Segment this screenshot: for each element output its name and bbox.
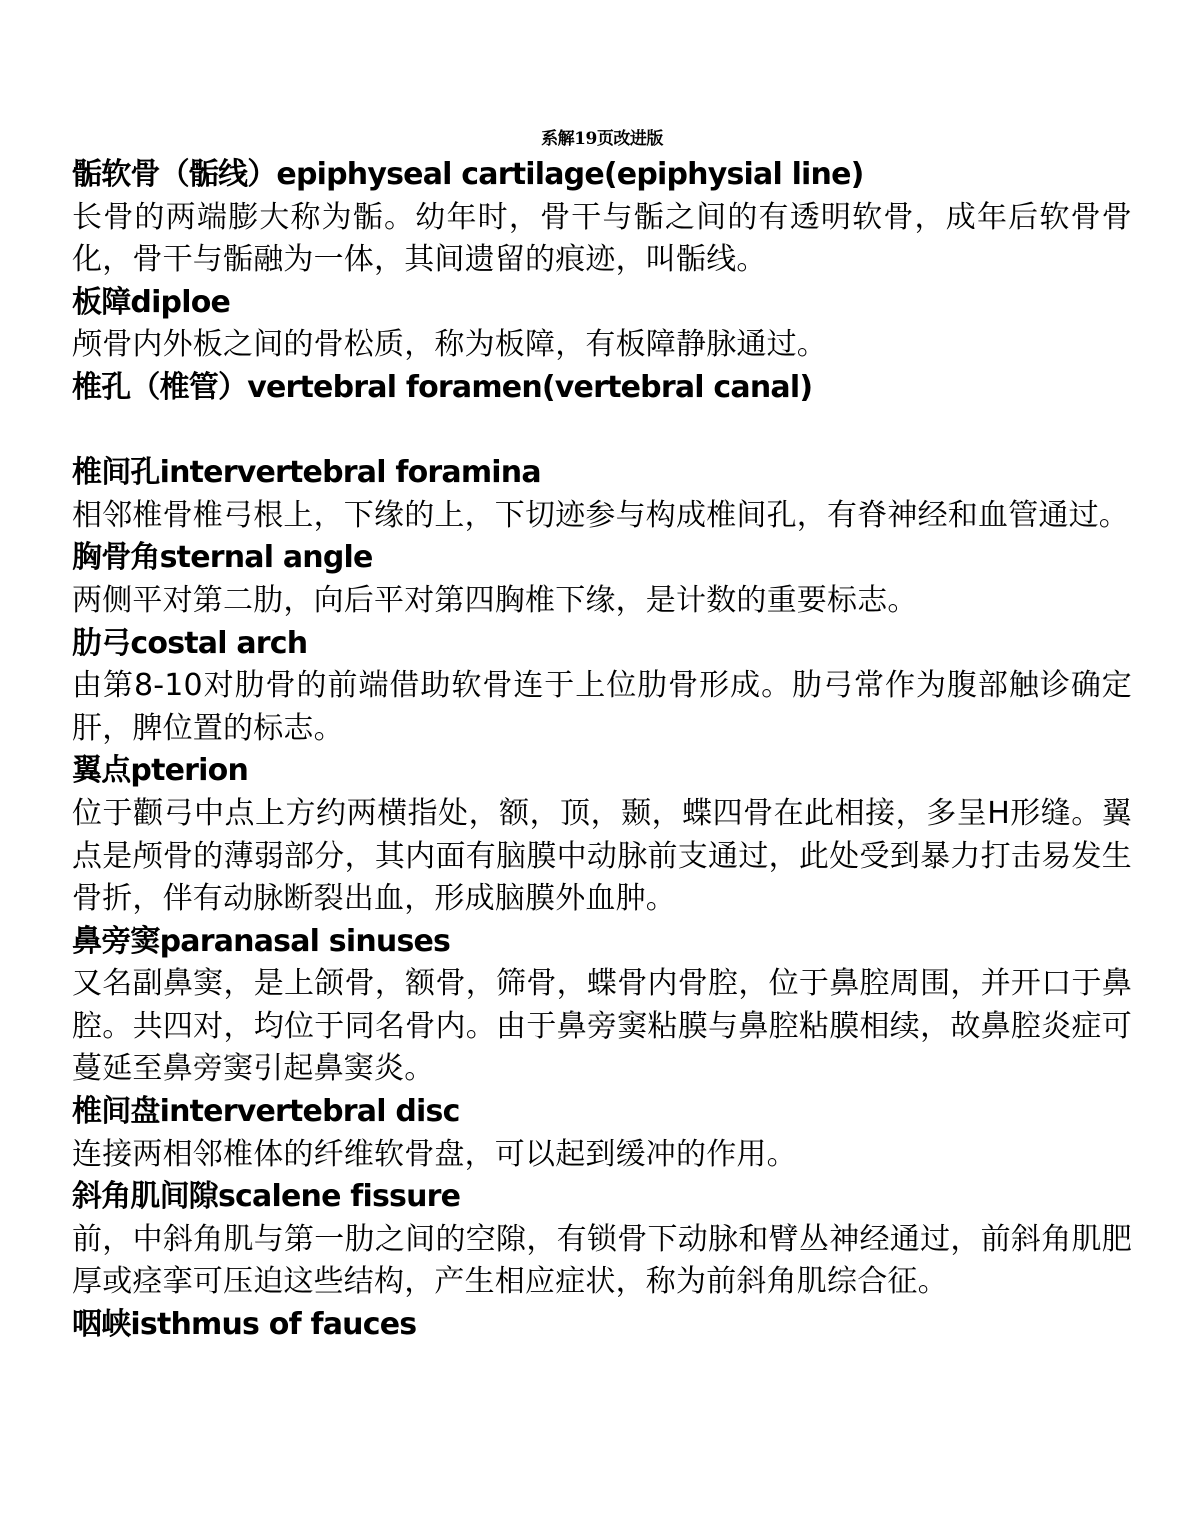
term-definition: 位于颧弓中点上方约两横指处，额，顶，颞，蝶四骨在此相接，多呈H形缝。翼点是颅骨的薄弱部分，其内面有脑膜中动脉前支通过，此处受到暴力打击易发生骨折，伴有动脉断裂出血，形成脑膜外血肿。 (72, 795, 1132, 917)
term-heading: 咽峡isthmus of fauces (72, 1307, 417, 1343)
entry-scalene-fissure (72, 1176, 1132, 1304)
entry-intervertebral-disc (72, 1091, 1132, 1176)
term-heading: 胸骨角sternal angle (72, 540, 373, 576)
term-definition: 又名副鼻窦，是上颌骨，额骨，筛骨，蝶骨内骨腔，位于鼻腔周围，并开口于鼻腔。共四对，均位于同名骨内。由于鼻旁窦粘膜与鼻腔粘膜相续，故鼻腔炎症可蔓延至鼻旁窦引起鼻窦炎。 (72, 966, 1132, 1087)
entry-intervertebral-foramina (72, 452, 1132, 537)
term-definition: 相邻椎骨椎弓根上，下缘的上，下切迹参与构成椎间孔，有脊神经和血管通过。 (72, 497, 1129, 533)
entry-costal-arch (72, 623, 1132, 751)
entry-vertebral-foramen (72, 367, 1132, 452)
term-heading: 椎孔（椎管）vertebral foramen(vertebral canal) (72, 369, 813, 405)
entry-epiphyseal-cartilage (72, 154, 1132, 282)
entry-pterion (72, 750, 1132, 920)
term-heading: 骺软骨（骺线）epiphyseal cartilage(epiphysial line) (72, 157, 864, 192)
entry-diploe (72, 282, 1132, 367)
entry-paranasal-sinuses (72, 921, 1132, 1091)
entry-isthmus-of-fauces (72, 1304, 1132, 1347)
document-page (72, 124, 1132, 1347)
page-header: 系解19页改进版 (541, 129, 663, 149)
term-heading: 椎间盘intervertebral disc (72, 1094, 460, 1130)
term-definition: 由第8-10对肋骨的前端借助软骨连于上位肋骨形成。肋弓常作为腹部触诊确定肝，脾位置的标志。 (72, 668, 1132, 746)
term-definition: 前，中斜角肌与第一肋之间的空隙，有锁骨下动脉和臂丛神经通过，前斜角肌肥厚或痉挛可压迫这些结构，产生相应症状，称为前斜角肌综合征。 (72, 1221, 1132, 1300)
entry-sternal-angle (72, 537, 1132, 622)
term-definition (72, 410, 1132, 453)
entries-list (72, 154, 1132, 1347)
term-heading: 椎间孔intervertebral foramina (72, 455, 541, 491)
term-definition: 颅骨内外板之间的骨松质，称为板障，有板障静脉通过。 (72, 327, 827, 363)
term-heading: 鼻旁窦paranasal sinuses (72, 923, 451, 959)
term-heading: 肋弓costal arch (72, 625, 308, 661)
term-heading: 斜角肌间隙scalene fissure (72, 1179, 461, 1215)
term-heading: 翼点pterion (72, 753, 249, 789)
term-definition: 两侧平对第二肋，向后平对第四胸椎下缘，是计数的重要标志。 (72, 582, 918, 618)
term-definition: 连接两相邻椎体的纤维软骨盘，可以起到缓冲的作用。 (72, 1136, 797, 1172)
term-definition: 长骨的两端膨大称为骺。幼年时，骨干与骺之间的有透明软骨，成年后软骨骨化，骨干与骺融为一体，其间遗留的痕迹，叫骺线。 (72, 199, 1132, 278)
term-heading: 板障diploe (72, 284, 231, 320)
